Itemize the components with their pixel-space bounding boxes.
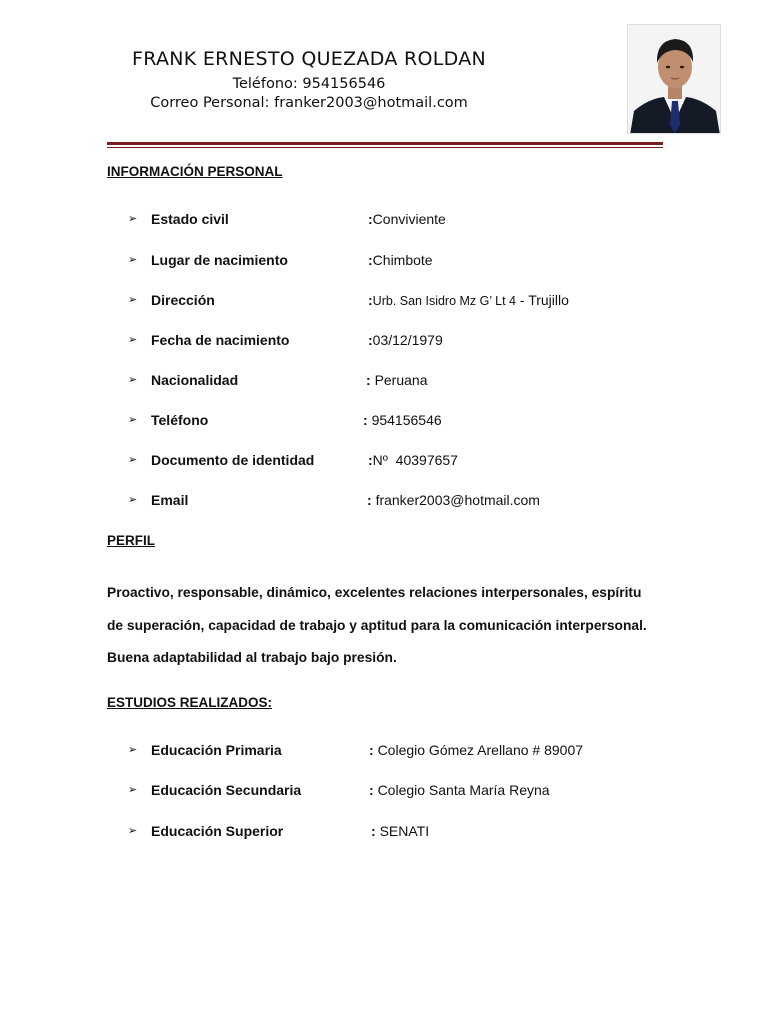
bullet-arrow-icon: ➢	[128, 254, 138, 266]
row-value: :Nº 40397657	[368, 452, 458, 468]
row-label: Nacionalidad	[151, 372, 239, 388]
personal-row-fecha-nacimiento	[128, 330, 688, 350]
profile-line: Buena adaptabilidad al trabajo bajo presión.	[107, 650, 397, 665]
header-email-value: franker2003@hotmail.com	[274, 95, 468, 111]
row-label: Educación Secundaria	[151, 782, 302, 798]
row-value: :Conviviente	[368, 211, 446, 227]
section-title-profile: PERFIL	[107, 533, 156, 548]
bullet-arrow-icon: ➢	[128, 784, 138, 796]
bullet-arrow-icon: ➢	[128, 454, 138, 466]
profile-photo	[627, 24, 721, 134]
row-value: : franker2003@hotmail.com	[367, 492, 540, 508]
personal-row-nacionalidad	[128, 370, 688, 390]
studies-row-secundaria	[128, 780, 688, 800]
bullet-arrow-icon: ➢	[128, 825, 138, 837]
bullet-arrow-icon: ➢	[128, 294, 138, 306]
bullet-arrow-icon: ➢	[128, 744, 138, 756]
row-label: Teléfono	[151, 412, 209, 428]
row-value: : SENATI	[371, 823, 430, 839]
header-divider-thin	[107, 147, 663, 148]
section-title-personal: INFORMACIÓN PERSONAL	[107, 164, 283, 179]
row-label: Email	[151, 492, 189, 508]
profile-paragraph	[107, 577, 687, 675]
row-label: Documento de identidad	[151, 452, 315, 468]
header-email-label: Correo Personal:	[150, 95, 270, 111]
header-phone-label: Teléfono:	[232, 76, 298, 92]
profile-line: de superación, capacidad de trabajo y aptitud para la comunicación interpersonal.	[107, 617, 647, 633]
studies-row-superior	[128, 821, 688, 841]
row-value: :Urb. San Isidro Mz G’ Lt 4 - Trujillo	[368, 292, 569, 308]
header-phone-value: 954156546	[302, 76, 386, 92]
bullet-arrow-icon: ➢	[128, 494, 138, 506]
personal-row-direccion	[128, 290, 688, 310]
row-value: :03/12/1979	[368, 332, 443, 348]
personal-row-lugar-nacimiento	[128, 250, 688, 270]
row-label: Fecha de nacimiento	[151, 332, 290, 348]
row-label: Educación Primaria	[151, 742, 282, 758]
row-label: Estado civil	[151, 211, 229, 227]
header-divider-thick	[107, 142, 663, 145]
section-title-studies: ESTUDIOS REALIZADOS:	[107, 695, 273, 710]
row-value: : Colegio Gómez Arellano # 89007	[369, 742, 584, 758]
bullet-arrow-icon: ➢	[128, 414, 138, 426]
row-value: : Colegio Santa María Reyna	[369, 782, 550, 798]
row-value: : 954156546	[363, 412, 442, 428]
studies-row-primaria	[128, 740, 688, 760]
candidate-name: FRANK ERNESTO QUEZADA ROLDAN	[131, 48, 487, 70]
bullet-arrow-icon: ➢	[128, 334, 138, 346]
personal-row-documento	[128, 450, 688, 470]
row-value: : Peruana	[366, 372, 428, 388]
row-label: Lugar de nacimiento	[151, 252, 288, 268]
bullet-arrow-icon: ➢	[128, 213, 138, 225]
personal-row-telefono	[128, 410, 688, 430]
row-label: Educación Superior	[151, 823, 284, 839]
bullet-arrow-icon: ➢	[128, 374, 138, 386]
portrait-image	[628, 25, 721, 134]
row-label: Dirección	[151, 292, 215, 308]
row-value: :Chimbote	[368, 252, 433, 268]
personal-row-email	[128, 490, 688, 510]
profile-line: Proactivo, responsable, dinámico, excelentes relaciones interpersonales, espíritu	[107, 585, 642, 600]
personal-row-estado-civil	[128, 209, 688, 229]
